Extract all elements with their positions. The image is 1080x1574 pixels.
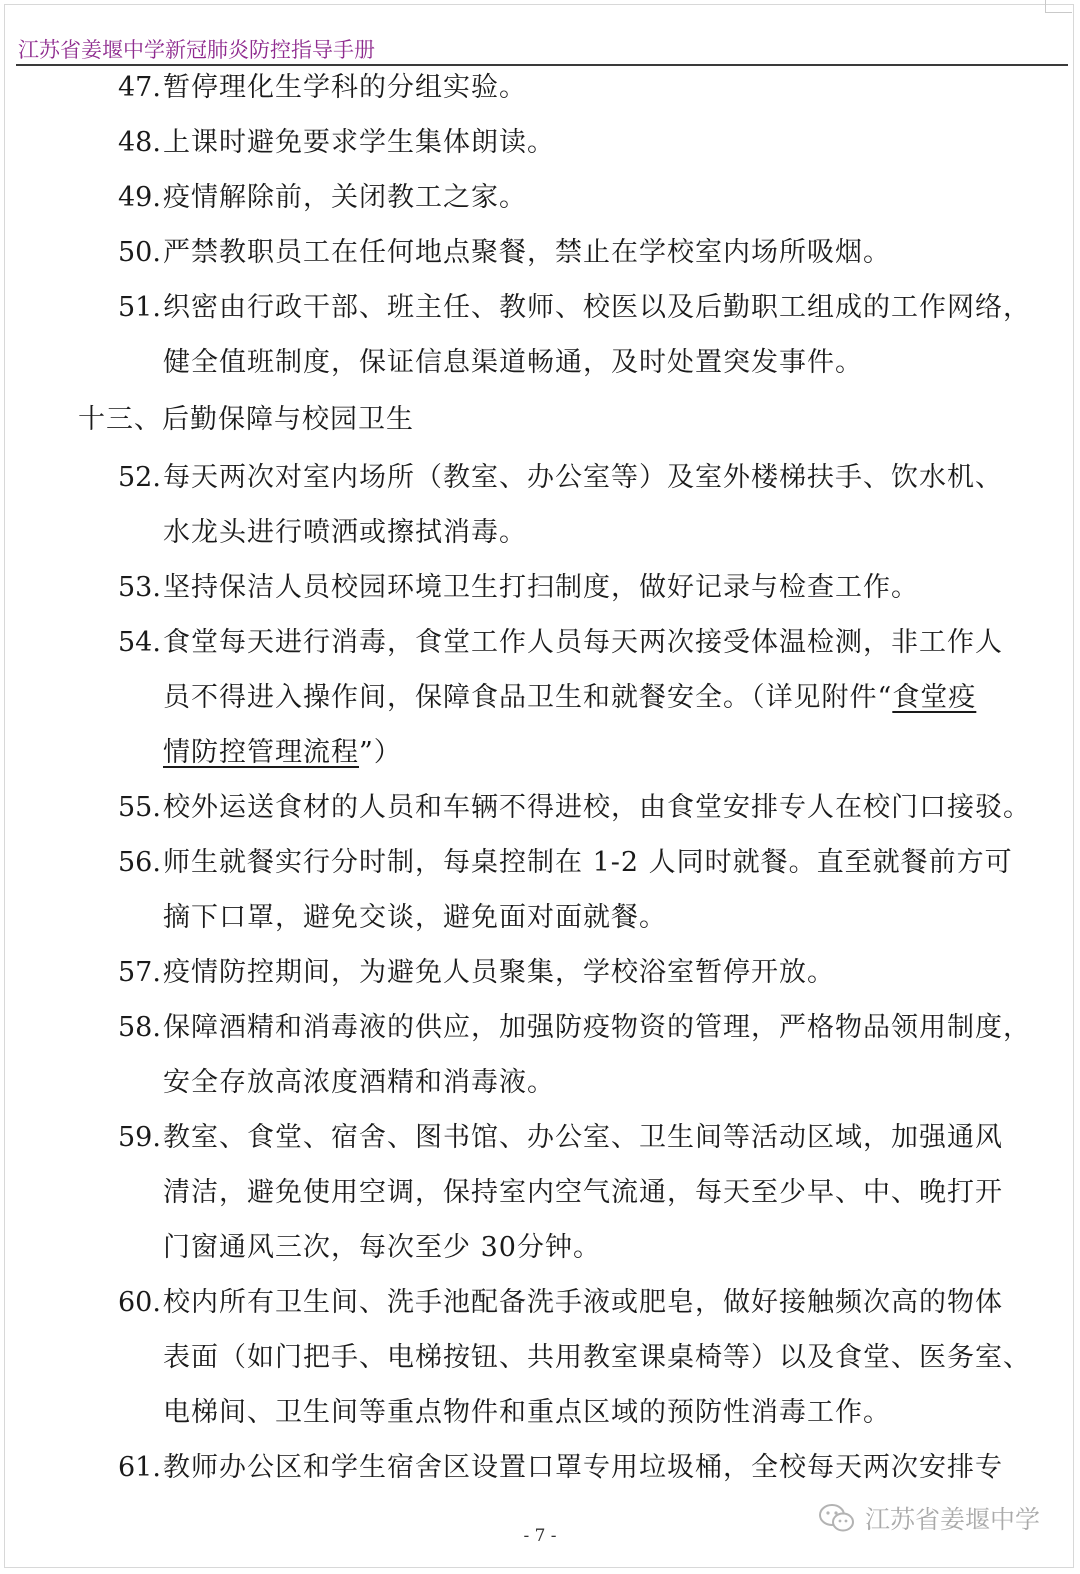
item-line: 严禁教职员工在任何地点聚餐，禁止在学校室内场所吸烟。 [163, 237, 891, 268]
list-item [0, 1110, 1080, 1275]
item-line: 校内所有卫生间、洗手池配备洗手液或肥皂，做好接触频次高的物体 [163, 1287, 1003, 1318]
wechat-icon [817, 1502, 857, 1534]
item-number: 50. [118, 237, 161, 268]
item-line: 保障酒精和消毒液的供应，加强防疫物资的管理，严格物品领用制度， [163, 1012, 1031, 1043]
item-line: 上课时避免要求学生集体朗读。 [163, 127, 555, 158]
item-line: 电梯间、卫生间等重点物件和重点区域的预防性消毒工作。 [163, 1397, 891, 1428]
item-line: 校外运送食材的人员和车辆不得进校，由食堂安排专人在校门口接驳。 [163, 792, 1031, 823]
attachment-link[interactable]: 食堂疫 [892, 682, 977, 713]
item-line: 疫情防控期间，为避免人员聚集，学校浴室暂停开放。 [163, 957, 835, 988]
item-number: 53. [118, 572, 161, 603]
item-line: 门窗通风三次，每次至少 30分钟。 [163, 1232, 601, 1263]
list-item [0, 225, 1080, 280]
item-line: 师生就餐实行分时制，每桌控制在 1-2 人同时就餐。直至就餐前方可 [163, 847, 1013, 878]
item-line [163, 725, 1050, 780]
item-line: 疫情解除前，关闭教工之家。 [163, 182, 527, 213]
list-item [0, 450, 1080, 560]
item-text: ”） [359, 737, 402, 768]
corner-mark [1045, 0, 1072, 13]
list-item [0, 60, 1080, 115]
item-number: 55. [118, 792, 161, 823]
item-line: 安全存放高浓度酒精和消毒液。 [163, 1067, 555, 1098]
item-number: 59. [118, 1122, 161, 1153]
list-item [0, 835, 1080, 945]
item-number: 57. [118, 957, 161, 988]
item-line: 食堂每天进行消毒，食堂工作人员每天两次接受体温检测，非工作人 [163, 627, 1003, 658]
list-item [0, 280, 1080, 390]
item-line: 坚持保洁人员校园环境卫生打扫制度，做好记录与检查工作。 [163, 572, 919, 603]
item-line: 健全值班制度，保证信息渠道畅通，及时处置突发事件。 [163, 347, 863, 378]
header-title: 江苏省姜堰中学新冠肺炎防控指导手册 [18, 38, 375, 62]
items-bottom [0, 780, 1080, 1495]
attachment-link[interactable]: 情防控管理流程 [163, 737, 359, 768]
item-number: 47. [118, 72, 161, 103]
item-number: 54. [118, 627, 161, 658]
page-number: - 7 - [523, 1526, 557, 1546]
item-line: 清洁，避免使用空调，保持室内空气流通，每天至少早、中、晚打开 [163, 1177, 1003, 1208]
item-number: 60. [118, 1287, 161, 1318]
item-number: 58. [118, 1012, 161, 1043]
watermark [817, 1500, 1040, 1536]
item-number: 56. [118, 847, 161, 878]
item-line: 水龙头进行喷洒或擦拭消毒。 [163, 517, 527, 548]
list-item [0, 115, 1080, 170]
item-number: 51. [118, 292, 161, 323]
list-item [0, 170, 1080, 225]
item-line: 表面（如门把手、电梯按钮、共用教室课桌椅等）以及食堂、医务室、 [163, 1342, 1031, 1373]
item-line [163, 670, 1050, 725]
list-item [0, 1440, 1080, 1495]
item-number: 48. [118, 127, 161, 158]
items-52-53 [0, 450, 1080, 615]
list-item [0, 780, 1080, 835]
items-top [0, 60, 1080, 390]
item-text: 员不得进入操作间，保障食品卫生和就餐安全。（详见附件“ [163, 682, 893, 713]
list-item [0, 560, 1080, 615]
item-number: 61. [118, 1452, 161, 1483]
list-item [0, 945, 1080, 1000]
item-number: 52. [118, 462, 161, 493]
watermark-text: 江苏省姜堰中学 [864, 1505, 1040, 1534]
item-line: 每天两次对室内场所（教室、办公室等）及室外楼梯扶手、饮水机、 [163, 462, 1003, 493]
list-item [0, 1275, 1080, 1440]
item-line: 摘下口罩，避免交谈，避免面对面就餐。 [163, 902, 667, 933]
document-body [0, 60, 1080, 1495]
item-line: 织密由行政干部、班主任、教师、校医以及后勤职工组成的工作网络， [163, 292, 1031, 323]
list-item [0, 615, 1080, 780]
item-line: 教室、食堂、宿舍、图书馆、办公室、卫生间等活动区域，加强通风 [163, 1122, 1003, 1153]
list-item [0, 1000, 1080, 1110]
item-line: 教师办公区和学生宿舍区设置口罩专用垃圾桶，全校每天两次安排专 [163, 1452, 1003, 1483]
item-line: 暂停理化生学科的分组实验。 [163, 72, 527, 103]
item-number: 49. [118, 182, 161, 213]
section-heading: 十三、后勤保障与校园卫生 [78, 404, 414, 435]
